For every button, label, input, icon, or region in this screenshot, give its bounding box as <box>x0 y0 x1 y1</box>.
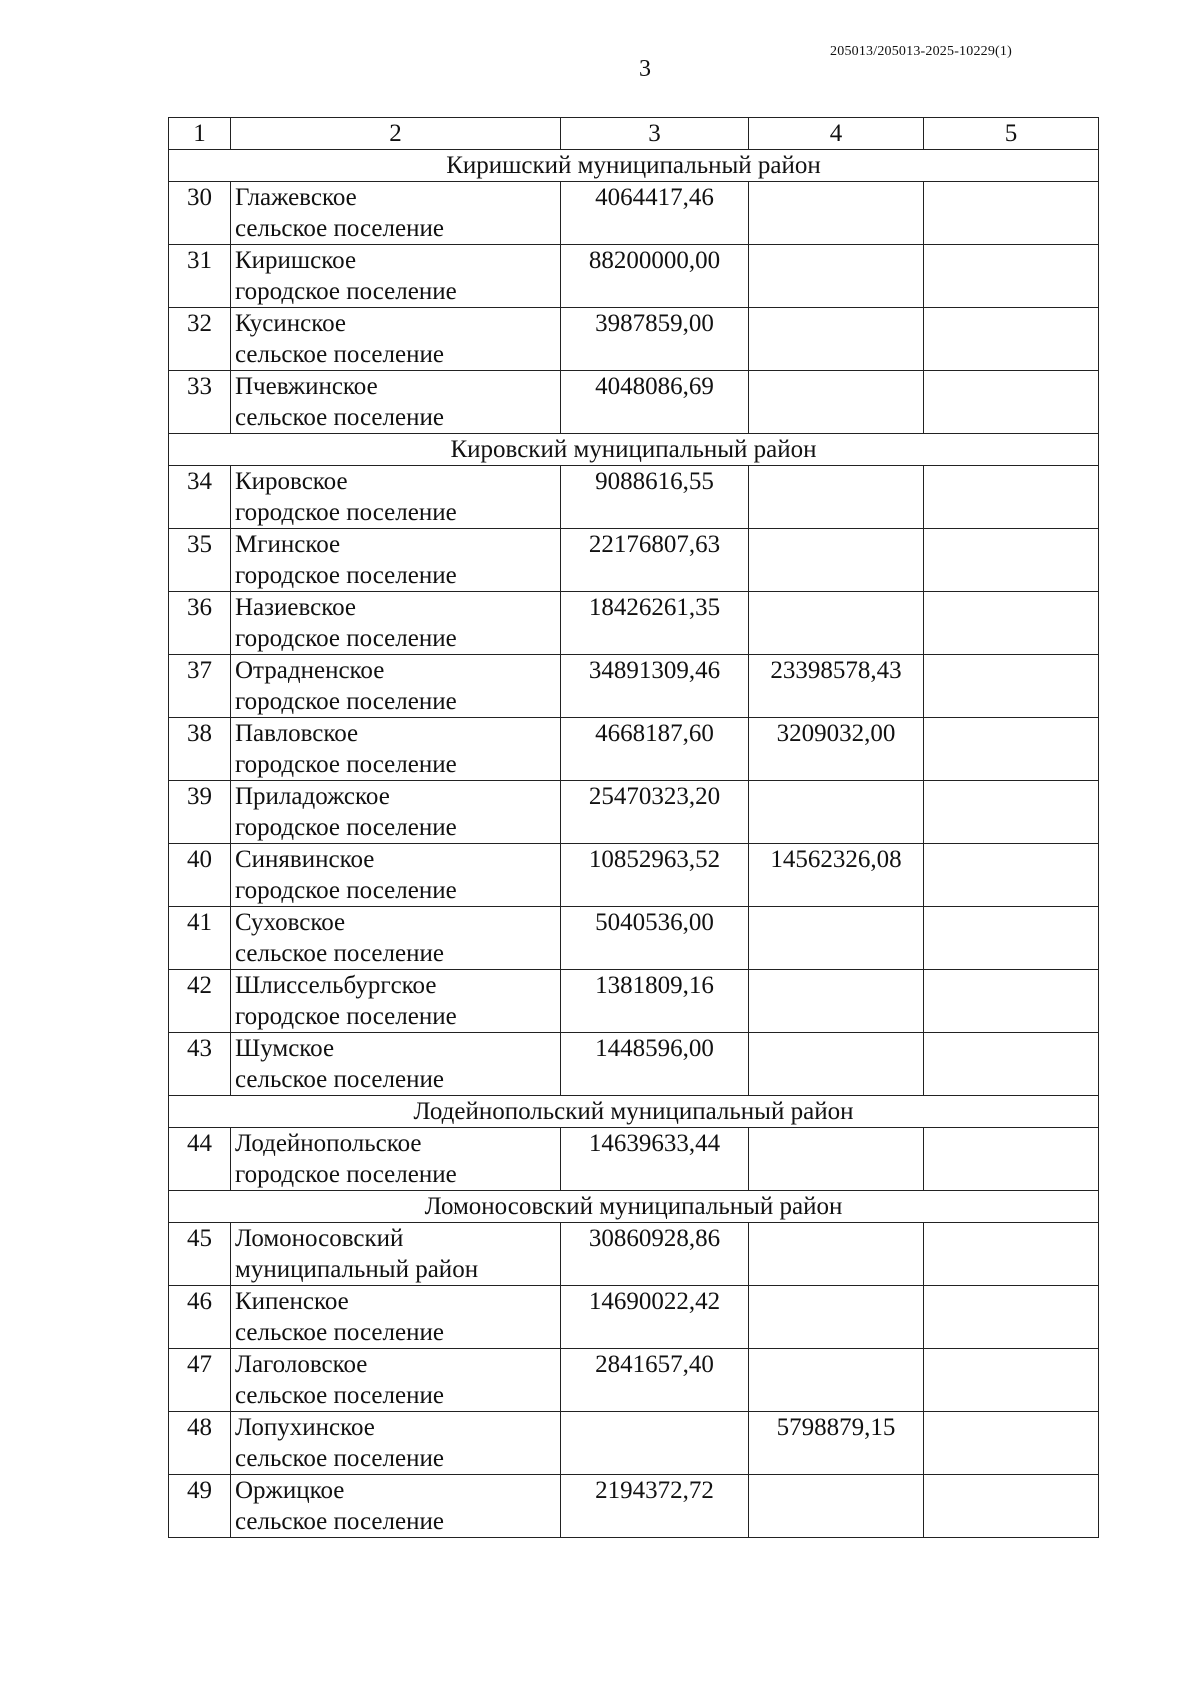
amount-col4 <box>749 1128 924 1191</box>
amount-col3: 14690022,42 <box>561 1286 749 1349</box>
settlement-name-cell <box>231 844 561 907</box>
amount-col5 <box>924 655 1099 718</box>
settlement-type: сельское поселение <box>235 341 444 368</box>
amount-col3: 2194372,72 <box>561 1475 749 1538</box>
row-number: 42 <box>169 970 231 1033</box>
amount-col3: 1448596,00 <box>561 1033 749 1096</box>
settlement-name-cell <box>231 308 561 371</box>
amount-col5 <box>924 1033 1099 1096</box>
header-row <box>169 118 1099 150</box>
row-number: 38 <box>169 718 231 781</box>
amount-col4 <box>749 1475 924 1538</box>
amount-col4 <box>749 907 924 970</box>
district-name: Киришский муниципальный район <box>169 150 1099 182</box>
table-row <box>169 655 1099 718</box>
settlement-type: городское поселение <box>235 625 457 652</box>
district-row <box>169 150 1099 182</box>
amount-col3: 2841657,40 <box>561 1349 749 1412</box>
settlement-name: Отрадненское <box>235 657 385 684</box>
amount-col3: 30860928,86 <box>561 1223 749 1286</box>
amount-col5 <box>924 718 1099 781</box>
amount-col5 <box>924 1128 1099 1191</box>
amount-col3: 4064417,46 <box>561 182 749 245</box>
amount-col5 <box>924 592 1099 655</box>
amount-col3: 34891309,46 <box>561 655 749 718</box>
page-number: 3 <box>639 56 651 82</box>
amount-col5 <box>924 371 1099 434</box>
settlement-name: Синявинское <box>235 846 375 873</box>
settlement-name: Глажевское <box>235 184 357 211</box>
settlement-name: Шлиссельбургское <box>235 972 437 999</box>
table-row <box>169 1128 1099 1191</box>
amount-col3: 5040536,00 <box>561 907 749 970</box>
row-number: 49 <box>169 1475 231 1538</box>
amount-col5 <box>924 1286 1099 1349</box>
row-number: 44 <box>169 1128 231 1191</box>
settlement-name: Кипенское <box>235 1288 349 1315</box>
settlement-name: Кусинское <box>235 310 347 337</box>
amount-col4 <box>749 371 924 434</box>
settlement-type: сельское поселение <box>235 1382 444 1409</box>
amount-col5 <box>924 907 1099 970</box>
table-body <box>169 118 1099 1538</box>
column-header: 3 <box>561 118 749 150</box>
amount-col4: 3209032,00 <box>749 718 924 781</box>
amount-col4: 5798879,15 <box>749 1412 924 1475</box>
table-row <box>169 907 1099 970</box>
amount-col3: 14639633,44 <box>561 1128 749 1191</box>
settlement-type: городское поселение <box>235 877 457 904</box>
table-row <box>169 1223 1099 1286</box>
amount-col5 <box>924 308 1099 371</box>
district-row <box>169 434 1099 466</box>
settlement-type: муниципальный район <box>235 1256 479 1283</box>
settlement-name-cell <box>231 1349 561 1412</box>
amount-col5 <box>924 245 1099 308</box>
amount-col5 <box>924 844 1099 907</box>
amount-col4 <box>749 529 924 592</box>
table-row <box>169 970 1099 1033</box>
amount-col4 <box>749 1349 924 1412</box>
amount-col4 <box>749 970 924 1033</box>
row-number: 32 <box>169 308 231 371</box>
amount-col5 <box>924 781 1099 844</box>
amount-col5 <box>924 1349 1099 1412</box>
settlement-name-cell <box>231 970 561 1033</box>
amount-col3: 1381809,16 <box>561 970 749 1033</box>
table-row <box>169 1412 1099 1475</box>
district-name: Кировский муниципальный район <box>169 434 1099 466</box>
table-row <box>169 371 1099 434</box>
settlement-name: Ломоносовский <box>235 1225 404 1252</box>
settlement-name-cell <box>231 592 561 655</box>
settlement-type: городское поселение <box>235 499 457 526</box>
row-number: 46 <box>169 1286 231 1349</box>
settlement-type: сельское поселение <box>235 940 444 967</box>
amount-col4 <box>749 245 924 308</box>
amount-col5 <box>924 529 1099 592</box>
settlement-type: городское поселение <box>235 278 457 305</box>
settlement-type: городское поселение <box>235 1003 457 1030</box>
row-number: 31 <box>169 245 231 308</box>
settlement-name: Мгинское <box>235 531 341 558</box>
settlement-name: Лодейнопольское <box>235 1130 422 1157</box>
settlement-name: Лаголовское <box>235 1351 368 1378</box>
amount-col3: 25470323,20 <box>561 781 749 844</box>
amount-col4 <box>749 466 924 529</box>
settlement-name-cell <box>231 1286 561 1349</box>
amount-col4: 23398578,43 <box>749 655 924 718</box>
settlement-name: Пчевжинское <box>235 373 378 400</box>
column-header: 2 <box>231 118 561 150</box>
row-number: 43 <box>169 1033 231 1096</box>
row-number: 36 <box>169 592 231 655</box>
amount-col3: 4048086,69 <box>561 371 749 434</box>
settlement-name: Павловское <box>235 720 359 747</box>
settlement-name-cell <box>231 1033 561 1096</box>
row-number: 30 <box>169 182 231 245</box>
amount-col4 <box>749 1033 924 1096</box>
row-number: 33 <box>169 371 231 434</box>
table-row <box>169 1033 1099 1096</box>
settlement-name-cell <box>231 1475 561 1538</box>
table-row <box>169 1349 1099 1412</box>
settlement-type: городское поселение <box>235 751 457 778</box>
row-number: 47 <box>169 1349 231 1412</box>
amount-col4: 14562326,08 <box>749 844 924 907</box>
district-name: Ломоносовский муниципальный район <box>169 1191 1099 1223</box>
amount-col3: 4668187,60 <box>561 718 749 781</box>
settlement-name-cell <box>231 1412 561 1475</box>
settlement-name-cell <box>231 529 561 592</box>
amount-col5 <box>924 1412 1099 1475</box>
amount-col4 <box>749 308 924 371</box>
document-id: 205013/205013-2025-10229(1) <box>830 44 1012 59</box>
budget-table <box>168 117 1099 1538</box>
table-row <box>169 182 1099 245</box>
table-row <box>169 308 1099 371</box>
settlement-type: городское поселение <box>235 1161 457 1188</box>
district-row <box>169 1191 1099 1223</box>
amount-col5 <box>924 1223 1099 1286</box>
table-row <box>169 529 1099 592</box>
column-header: 4 <box>749 118 924 150</box>
row-number: 35 <box>169 529 231 592</box>
amount-col3: 22176807,63 <box>561 529 749 592</box>
amount-col3: 10852963,52 <box>561 844 749 907</box>
district-name: Лодейнопольский муниципальный район <box>169 1096 1099 1128</box>
settlement-name-cell <box>231 655 561 718</box>
settlement-type: сельское поселение <box>235 404 444 431</box>
settlement-name: Суховское <box>235 909 346 936</box>
amount-col3: 18426261,35 <box>561 592 749 655</box>
row-number: 41 <box>169 907 231 970</box>
settlement-type: сельское поселение <box>235 1319 444 1346</box>
settlement-type: сельское поселение <box>235 1508 444 1535</box>
row-number: 45 <box>169 1223 231 1286</box>
settlement-name: Лопухинское <box>235 1414 375 1441</box>
settlement-name-cell <box>231 182 561 245</box>
amount-col3 <box>561 1412 749 1475</box>
amount-col5 <box>924 970 1099 1033</box>
table-row <box>169 245 1099 308</box>
amount-col5 <box>924 182 1099 245</box>
settlement-name: Шумское <box>235 1035 335 1062</box>
amount-col4 <box>749 1223 924 1286</box>
settlement-name-cell <box>231 371 561 434</box>
table-row <box>169 466 1099 529</box>
settlement-type: городское поселение <box>235 562 457 589</box>
settlement-type: сельское поселение <box>235 1066 444 1093</box>
settlement-name-cell <box>231 718 561 781</box>
table-row <box>169 844 1099 907</box>
settlement-type: городское поселение <box>235 814 457 841</box>
amount-col5 <box>924 1475 1099 1538</box>
table-row <box>169 1475 1099 1538</box>
amount-col5 <box>924 466 1099 529</box>
amount-col4 <box>749 781 924 844</box>
settlement-type: сельское поселение <box>235 215 444 242</box>
table-row <box>169 781 1099 844</box>
amount-col4 <box>749 592 924 655</box>
settlement-name: Назиевское <box>235 594 357 621</box>
table-row <box>169 592 1099 655</box>
settlement-type: городское поселение <box>235 688 457 715</box>
amount-col4 <box>749 1286 924 1349</box>
settlement-name-cell <box>231 1223 561 1286</box>
amount-col3: 9088616,55 <box>561 466 749 529</box>
row-number: 48 <box>169 1412 231 1475</box>
settlement-name-cell <box>231 781 561 844</box>
settlement-name-cell <box>231 1128 561 1191</box>
settlement-type: сельское поселение <box>235 1445 444 1472</box>
row-number: 39 <box>169 781 231 844</box>
amount-col3: 3987859,00 <box>561 308 749 371</box>
row-number: 40 <box>169 844 231 907</box>
settlement-name-cell <box>231 245 561 308</box>
amount-col3: 88200000,00 <box>561 245 749 308</box>
table-row <box>169 1286 1099 1349</box>
settlement-name: Оржицкое <box>235 1477 345 1504</box>
district-row <box>169 1096 1099 1128</box>
settlement-name: Киришское <box>235 247 357 274</box>
column-header: 5 <box>924 118 1099 150</box>
settlement-name: Приладожское <box>235 783 390 810</box>
column-header: 1 <box>169 118 231 150</box>
row-number: 37 <box>169 655 231 718</box>
table-row <box>169 718 1099 781</box>
settlement-name-cell <box>231 466 561 529</box>
row-number: 34 <box>169 466 231 529</box>
amount-col4 <box>749 182 924 245</box>
settlement-name-cell <box>231 907 561 970</box>
settlement-name: Кировское <box>235 468 348 495</box>
